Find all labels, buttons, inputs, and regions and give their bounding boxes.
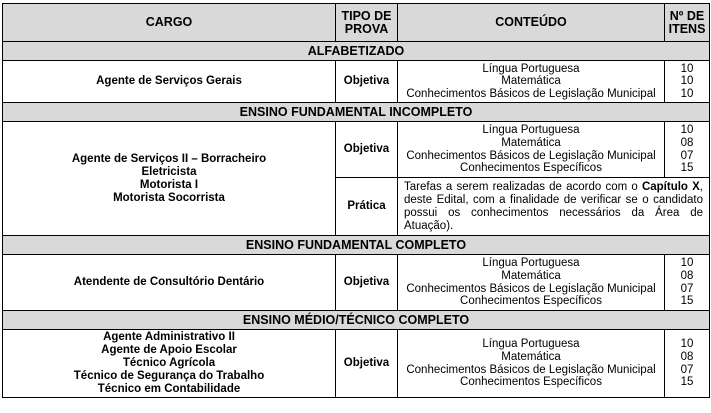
header-cargo: CARGO [3,4,336,42]
cargo-name: Técnico em Contabilidade [97,383,241,395]
tipo-cell-pratica: Prática [336,178,398,236]
itens-value: 15 [680,295,694,308]
header-tipo-line2: PROVA [344,21,389,36]
itens-cell [665,122,710,178]
section-header [3,236,710,255]
table-row [3,330,710,398]
conteudo-item: Língua Portuguesa [482,124,580,137]
tipo-cell: Objetiva [336,255,398,311]
conteudo-item: Matemática [501,269,561,282]
conteudo-item: Conhecimentos Básicos de Legislação Municipal [406,87,656,100]
conteudo-cell [398,330,665,398]
cargo-name: Agente de Apoio Escolar [101,344,237,356]
table-row [3,122,710,178]
conteudo-item: Conhecimentos Específicos [460,295,602,308]
header-tipo-line1: TIPO DE [341,8,392,23]
header-tipo [336,4,398,42]
cargo-name: Técnico Agrícola [122,357,216,369]
itens-cell [665,255,710,311]
itens-value: 10 [680,87,694,100]
table-row [3,255,710,311]
tipo-cell: Objetiva [336,61,398,103]
cargo-name: Atendente de Consultório Dentário [73,276,265,288]
conteudo-item: Língua Portuguesa [482,338,580,351]
cargo-name: Motorista Socorrista [113,191,225,204]
exam-table [2,3,710,398]
pratica-text: Tarefas a serem realizadas de acordo com o [404,180,642,193]
cargo-name: Agente de Serviços II – Borracheiro [71,152,267,165]
itens-value: 10 [680,338,694,351]
pratica-chapter: Capítulo X [641,180,700,193]
itens-value: 08 [680,136,694,149]
itens-cell [665,330,710,398]
section-header [3,311,710,330]
cargo-cell [3,61,336,103]
conteudo-item: Matemática [501,350,561,363]
section-title: ENSINO FUNDAMENTAL COMPLETO [3,236,710,255]
cargo-name: Agente Administrativo II [103,331,235,343]
section-header [3,42,710,61]
pratica-text: , deste Edital, com a finalidade de verificar se o candidato possui os conhecimentos necessários da Área de Atuação). [404,180,703,232]
cargo-cell [3,330,336,398]
header-itens-line1: Nº DE [669,8,705,23]
header-itens [665,4,710,42]
header-itens-line2: ITENS [668,21,706,36]
cargo-cell [3,255,336,311]
itens-value: 15 [680,162,694,175]
conteudo-cell [398,255,665,311]
conteudo-item: Conhecimentos Específicos [460,162,602,175]
tipo-cell: Objetiva [336,122,398,178]
cargo-name: Eletricista [141,165,197,178]
section-title: ENSINO MÉDIO/TÉCNICO COMPLETO [3,311,710,330]
itens-cell [665,61,710,103]
itens-value: 10 [680,62,694,75]
itens-value: 08 [680,350,694,363]
pratica-description [398,178,710,236]
conteudo-item: Conhecimentos Básicos de Legislação Municipal [406,149,656,162]
conteudo-cell [398,122,665,178]
itens-value: 07 [680,363,694,376]
itens-value: 08 [680,269,694,282]
section-title: ALFABETIZADO [3,42,710,61]
conteudo-item: Matemática [501,75,561,88]
section-header [3,103,710,122]
conteudo-item: Língua Portuguesa [482,257,580,270]
header-conteudo: CONTEÚDO [398,4,665,42]
conteudo-item: Conhecimentos Específicos [460,376,602,389]
cargo-name: Agente de Serviços Gerais [96,75,242,87]
conteudo-item: Língua Portuguesa [482,62,580,75]
table-row [3,61,710,103]
cargo-name: Técnico de Segurança do Trabalho [73,370,265,382]
conteudo-item: Conhecimentos Básicos de Legislação Municipal [406,282,656,295]
header-row [3,4,710,42]
tipo-cell: Objetiva [336,330,398,398]
conteudo-item: Conhecimentos Básicos de Legislação Municipal [406,363,656,376]
itens-value: 07 [680,149,694,162]
itens-value: 10 [680,75,694,88]
itens-value: 15 [680,376,694,389]
conteudo-item: Matemática [501,136,561,149]
section-title: ENSINO FUNDAMENTAL INCOMPLETO [3,103,710,122]
cargo-cell [3,122,336,236]
cargo-name: Motorista I [139,178,199,191]
conteudo-cell [398,61,665,103]
itens-value: 10 [680,257,694,270]
itens-value: 10 [680,124,694,137]
itens-value: 07 [680,282,694,295]
